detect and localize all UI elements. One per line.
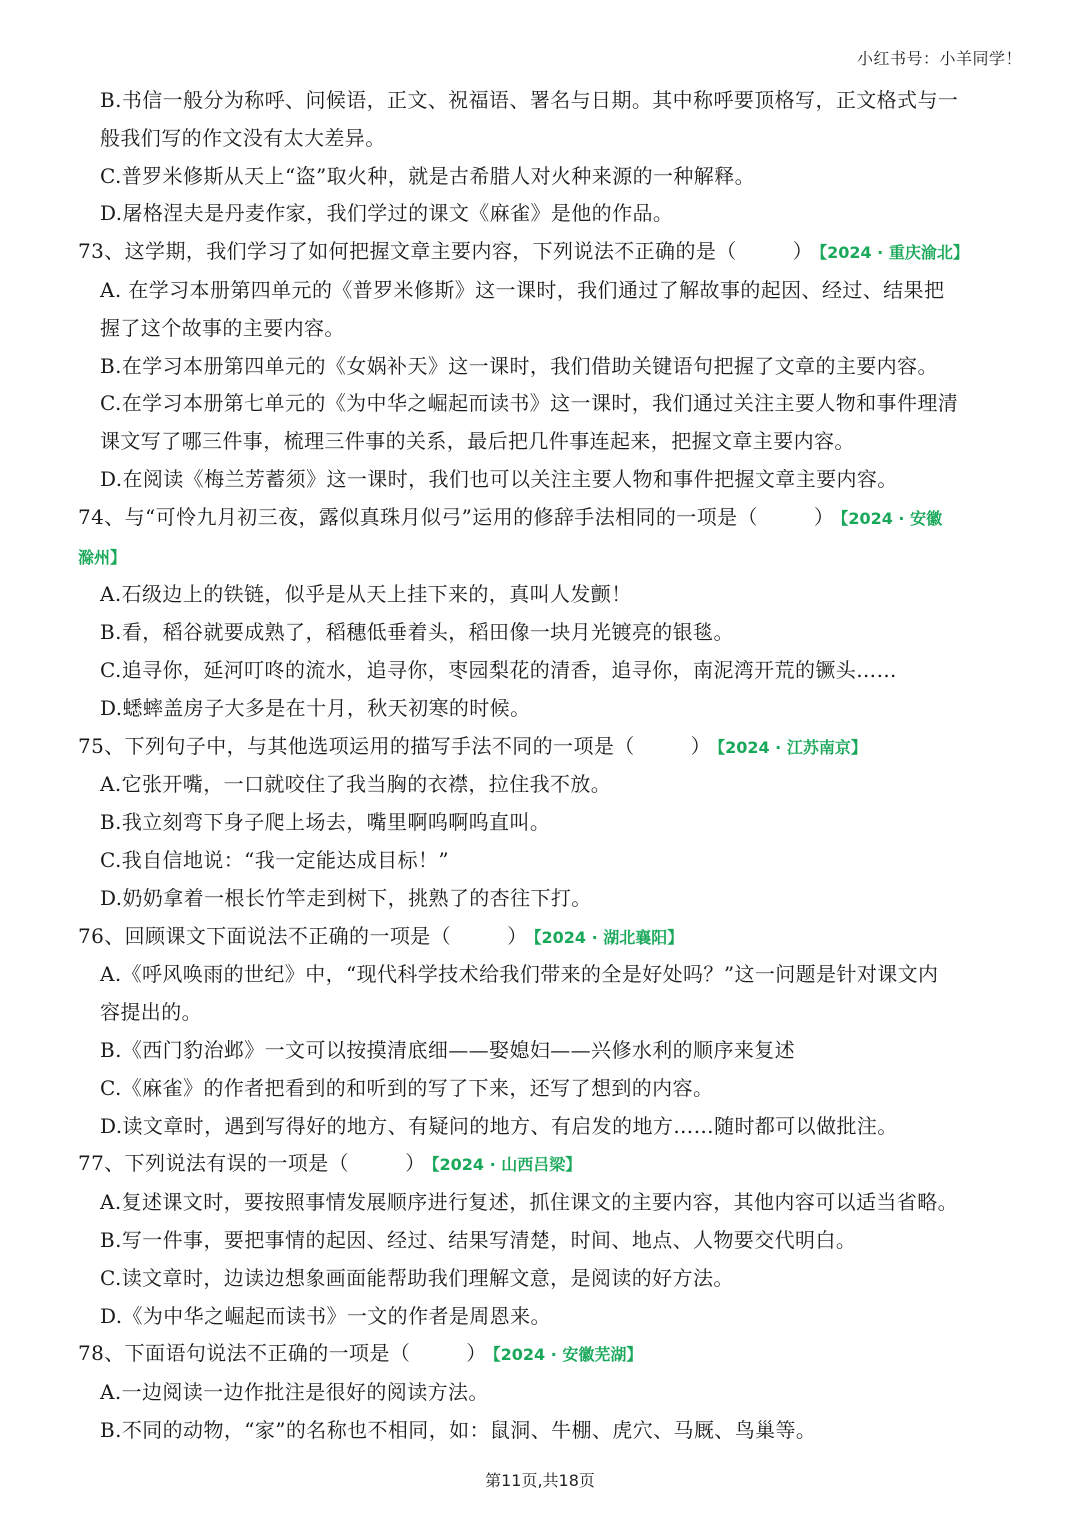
- question-78-stem: 78、下面语句说法不正确的一项是（: [78, 1341, 411, 1366]
- question-76-stem: 76、回顾课文下面说法不正确的一项是（: [78, 923, 452, 948]
- q73-option-c: C.在学习本册第七单元的《为中华之崛起而读书》这一课时，我们通过关注主要人物和事件理清: [100, 391, 959, 416]
- q76-option-c: C.《麻雀》的作者把看到的和听到的写了下来，还写了想到的内容。: [100, 1075, 714, 1100]
- q77-option-c: C.读文章时，边读边想象画面能帮助我们理解文意，是阅读的好方法。: [100, 1265, 734, 1290]
- question-74-source: 【2024 · 安徽: [840, 508, 943, 528]
- question-73-close: ）: [792, 239, 814, 264]
- q73-option-c-cont: 课文写了哪三件事，梳理三件事的关系，最后把几件事连起来，把握文章主要内容。: [100, 429, 855, 454]
- q76-option-d: D.读文章时，遇到写得好的地方、有疑问的地方、有启发的地方……随时都可以做批注。: [100, 1113, 898, 1138]
- q77-option-d: D.《为中华之崛起而读书》一文的作者是周恩来。: [100, 1303, 551, 1328]
- q75-option-d: D.奶奶拿着一根长竹竿走到树下，挑熟了的杏往下打。: [100, 885, 592, 910]
- q73-option-a-cont: 握了这个故事的主要内容。: [100, 315, 345, 340]
- page-content: [78, 82, 1012, 1450]
- question-77-stem: 77、下列说法有误的一项是（: [78, 1151, 350, 1176]
- question-78: [78, 1335, 1012, 1374]
- q74-option-c: C.追寻你，延河叮咚的流水，追寻你，枣园梨花的清香，追寻你，南泥湾开荒的镢头……: [100, 657, 897, 682]
- question-74-stem: 74、与“可怜九月初三夜，露似真珠月似弓”运用的修辞手法相同的一项是（: [78, 504, 758, 529]
- question-74: [78, 499, 1012, 538]
- question-78-close: ）: [466, 1341, 487, 1366]
- page-number: 第11页,共18页: [485, 1471, 595, 1490]
- q75-option-c: C.我自信地说：“我一定能达成目标！”: [100, 847, 449, 872]
- question-78-source: 【2024 · 安徽芜湖】: [492, 1345, 643, 1365]
- question-74-source-cont-text: 滁州】: [78, 547, 127, 567]
- question-73: [78, 233, 1012, 272]
- q73-option-a: A. 在学习本册第四单元的《普罗米修斯》这一课时，我们通过了解故事的起因、经过、结果把: [100, 277, 945, 302]
- q78-option-a: A.一边阅读一边作批注是很好的阅读方法。: [100, 1380, 489, 1405]
- q74-option-b: B.看，稻谷就要成熟了，稻穗低垂着头，稻田像一块月光镀亮的银毯。: [100, 620, 734, 645]
- q77-option-b: B.写一件事，要把事情的起因、经过、结果写清楚，时间、地点、人物要交代明白。: [100, 1227, 857, 1252]
- question-77: [78, 1145, 1012, 1184]
- q73-option-b: B.在学习本册第四单元的《女娲补天》这一课时，我们借助关键语句把握了文章的主要内容。: [100, 353, 938, 378]
- question-76: [78, 918, 1012, 957]
- question-77-source: 【2024 · 山西吕梁】: [431, 1155, 582, 1175]
- q76-option-b: B.《西门豹治邺》一文可以按摸清底细——娶媳妇——兴修水利的顺序来复述: [100, 1037, 796, 1062]
- header-tag: 小红书号：小羊同学！: [856, 49, 1022, 68]
- prev-option-c: C.普罗米修斯从天上“盗”取火种，就是古希腊人对火种来源的一种解释。: [100, 163, 755, 188]
- prev-option-b-cont: 般我们写的作文没有太大差异。: [100, 125, 386, 150]
- q77-option-a: A.复述课文时，要按照事情发展顺序进行复述，抓住课文的主要内容，其他内容可以适当省略。: [100, 1190, 958, 1215]
- question-75-source: 【2024 · 江苏南京】: [717, 737, 867, 757]
- q74-option-a: A.石级边上的铁链，似乎是从天上挂下来的，真叫人发颤！: [100, 582, 632, 607]
- q73-option-d: D.在阅读《梅兰芳蓄须》这一课时，我们也可以关注主要人物和事件把握文章主要内容。: [100, 466, 898, 491]
- question-77-close: ）: [405, 1151, 426, 1176]
- question-74-source-cont: [78, 538, 1012, 577]
- question-75-close: ）: [690, 733, 712, 758]
- q75-option-a: A.它张开嘴，一口就咬住了我当胸的衣襟，拉住我不放。: [100, 772, 612, 797]
- q74-option-d: D.蟋蟀盖房子大多是在十月，秋天初寒的时候。: [100, 695, 531, 720]
- question-73-stem: 73、这学期，我们学习了如何把握文章主要内容，下列说法不正确的是（: [78, 239, 737, 264]
- prev-option-d: D.屠格涅夫是丹麦作家，我们学过的课文《麻雀》是他的作品。: [100, 201, 674, 226]
- question-74-close: ）: [813, 504, 835, 529]
- question-75-stem: 75、下列句子中，与其他选项运用的描写手法不同的一项是（: [78, 733, 635, 758]
- q76-option-a-cont: 容提出的。: [100, 1000, 202, 1025]
- prev-option-b: B.书信一般分为称呼、问候语，正文、祝福语、署名与日期。其中称呼要顶格写，正文格式与一: [100, 88, 959, 112]
- question-76-source: 【2024 · 湖北襄阳】: [533, 927, 684, 947]
- q76-option-a: A.《呼风唤雨的世纪》中，“现代科学技术给我们带来的全是好处吗？”这一问题是针对课文内: [100, 962, 939, 987]
- q75-option-b: B.我立刻弯下身子爬上场去，嘴里啊呜啊呜直叫。: [100, 810, 551, 835]
- q78-option-b: B.不同的动物，“家”的名称也不相同，如：鼠洞、牛棚、虎穴、马厩、鸟巢等。: [100, 1417, 817, 1442]
- question-73-source: 【2024 · 重庆渝北】: [819, 243, 969, 263]
- question-76-close: ）: [507, 923, 528, 948]
- question-75: [78, 728, 1012, 767]
